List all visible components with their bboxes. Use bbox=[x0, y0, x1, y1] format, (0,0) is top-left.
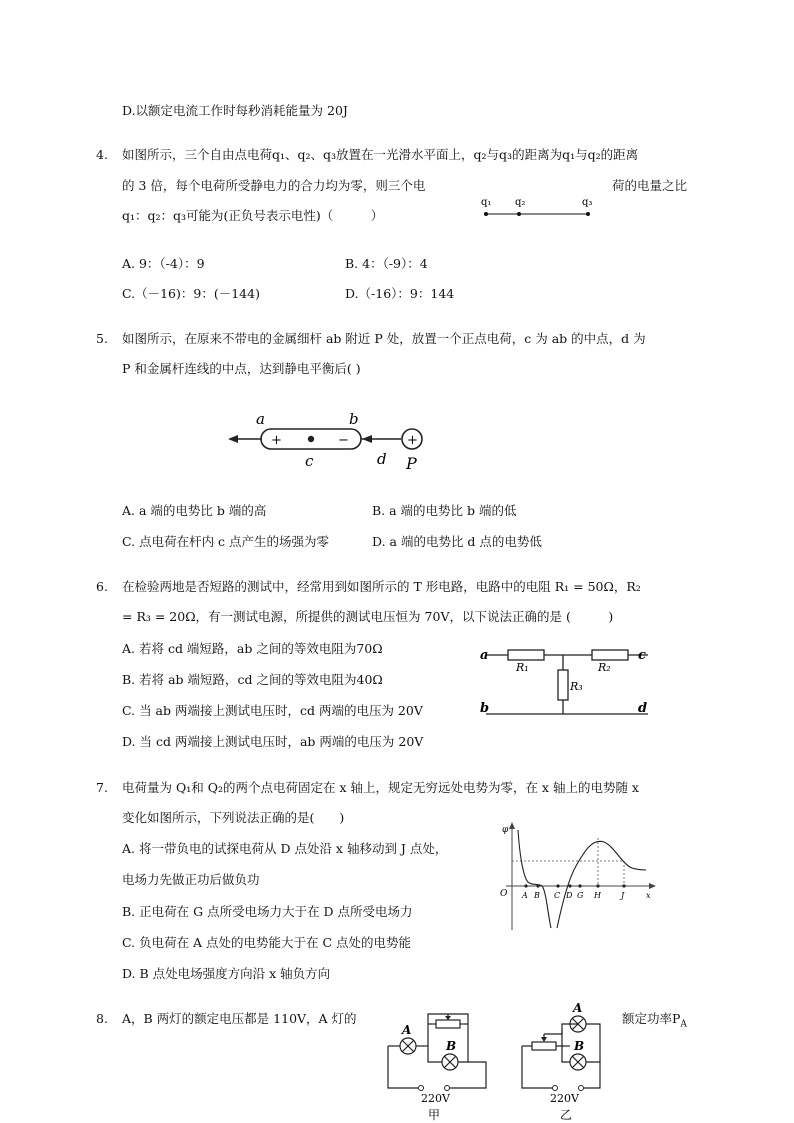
q5-p-plus: + bbox=[407, 433, 418, 448]
q5-label-c: c bbox=[305, 452, 314, 470]
q4-option-a: A. 9：（-4）：9 bbox=[122, 256, 205, 271]
q8-circuit-right bbox=[518, 1001, 628, 1123]
q7-option-a-line1: A. 将一带负电的试探电荷从 D 点处沿 x 轴移动到 J 点处， bbox=[122, 841, 448, 856]
q7-stem-line2: 变化如图所示，下列说法正确的是( ) bbox=[122, 810, 345, 825]
q4-option-c: C.（－16)：9：(－144) bbox=[122, 286, 260, 301]
q6-option-d: D. 当 cd 两端接上测试电压时，ab 两端的电压为 20V bbox=[122, 734, 424, 749]
q6-label-d: d bbox=[638, 701, 648, 716]
q7-potential-graph bbox=[494, 820, 660, 932]
q8-left-caption: 甲 bbox=[428, 1108, 441, 1122]
q7-tick-c: C bbox=[554, 891, 561, 900]
q4-stem-line3: q₁：q₂：q₃可能为(正负号表示电性)（ ） bbox=[122, 208, 384, 223]
q8-left-label-a: A bbox=[402, 1023, 412, 1037]
q7-tick-d: D bbox=[566, 891, 573, 900]
q6-option-a: A. 若将 cd 端短路，ab 之间的等效电阻为70Ω bbox=[122, 641, 383, 656]
q8-stem-line1b bbox=[622, 1010, 687, 1034]
q6-option-c: C. 当 ab 两端接上测试电压时，cd 两端的电压为 20V bbox=[122, 703, 423, 718]
q8-power-label: 额定功率P bbox=[622, 1011, 681, 1026]
q7-option-b: B. 正电荷在 G 点所受电场力大于在 D 点所受电场力 bbox=[122, 904, 413, 919]
q6-label-r2: R₂ bbox=[598, 661, 611, 674]
q7-tick-j: J bbox=[621, 891, 625, 900]
q4-stem-line1: 如图所示，三个自由点电荷q₁、q₂、q₃放置在一光滑水平面上，q₂与q₃的距离为q₁与q₂的距离 bbox=[122, 147, 639, 162]
q7-tick-g: G bbox=[577, 891, 584, 900]
q8-number: 8. bbox=[96, 1011, 108, 1026]
q7-origin-o: O bbox=[500, 889, 508, 899]
q5-stem-line2: P 和金属杆连线的中点，达到静电平衡后( ) bbox=[122, 361, 361, 376]
q5-figure bbox=[226, 408, 436, 473]
q6-label-c: c bbox=[638, 648, 646, 663]
q5-plus-sign: + bbox=[271, 433, 282, 448]
q7-tick-h: H bbox=[594, 891, 601, 900]
q7-tick-b: B bbox=[534, 891, 540, 900]
q4-label-q1: q₁ bbox=[481, 197, 492, 208]
q4-number: 4. bbox=[96, 147, 108, 162]
q6-number: 6. bbox=[96, 579, 108, 594]
q4-option-d: D.（-16）：9：144 bbox=[345, 286, 455, 301]
q6-label-a: a bbox=[480, 648, 489, 663]
q6-label-b: b bbox=[480, 701, 490, 716]
q7-option-a-line2: 电场力先做正功后做负功 bbox=[122, 872, 260, 887]
q4-figure bbox=[478, 192, 598, 222]
q3-option-d: D.以额定电流工作时每秒消耗能量为 20J bbox=[122, 103, 348, 118]
q8-stem-line1a: A，B 两灯的额定电压都是 110V，A 灯的 bbox=[122, 1011, 357, 1026]
q5-option-a: A. a 端的电势比 b 端的高 bbox=[122, 503, 267, 518]
q8-right-label-a: A bbox=[573, 1001, 583, 1015]
q8-circuit-left bbox=[384, 1004, 494, 1123]
q6-label-r1: R₁ bbox=[516, 661, 529, 674]
q8-left-label-b: B bbox=[446, 1039, 457, 1053]
q8-right-label-b: B bbox=[574, 1039, 585, 1053]
q4-label-q3: q₃ bbox=[582, 197, 593, 208]
q6-option-b: B. 若将 ab 端短路，cd 之间的等效电阻为40Ω bbox=[122, 672, 383, 687]
q7-option-c: C. 负电荷在 A 点处的电势能大于在 C 点处的电势能 bbox=[122, 935, 412, 950]
q4-stem-line2a: 的 3 倍，每个电荷所受静电力的合力均为零，则三个电 bbox=[122, 178, 426, 193]
q6-stem-line1: 在检验两地是否短路的测试中，经常用到如图所示的 T 形电路，电路中的电阻 R₁ = 50Ω，R₂ bbox=[122, 579, 641, 594]
q7-tick-a: A bbox=[522, 891, 528, 900]
q5-option-c: C. 点电荷在杆内 c 点产生的场强为零 bbox=[122, 534, 330, 549]
q8-left-voltage: 220V bbox=[421, 1092, 450, 1105]
q4-option-b: B. 4：（-9）：4 bbox=[345, 256, 428, 271]
q6-label-r3: R₃ bbox=[570, 680, 583, 693]
q8-right-voltage: 220V bbox=[550, 1092, 579, 1105]
q7-option-d: D. B 点处电场强度方向沿 x 轴负方向 bbox=[122, 966, 331, 981]
q5-option-b: B. a 端的电势比 b 端的低 bbox=[372, 503, 517, 518]
q7-axis-x: x bbox=[646, 891, 651, 900]
q5-label-b: b bbox=[349, 410, 359, 428]
q7-number: 7. bbox=[96, 780, 108, 795]
q4-stem-line2b: 荷的电量之比 bbox=[612, 178, 688, 193]
q5-minus-sign: − bbox=[338, 433, 349, 448]
q5-stem-line1: 如图所示，在原来不带电的金属细杆 ab 附近 P 处，放置一个正点电荷，c 为 ab 的中点，d 为 bbox=[122, 331, 646, 346]
q5-label-d: d bbox=[377, 450, 387, 468]
q6-stem-line2: = R₃ = 20Ω，有一测试电源，所提供的测试电压恒为 70V，以下说法正确的是 ( ) bbox=[122, 609, 614, 624]
q7-axis-phi: φ bbox=[502, 825, 509, 835]
q5-number: 5. bbox=[96, 331, 108, 346]
q5-label-p: P bbox=[406, 454, 417, 473]
q4-label-q2: q₂ bbox=[515, 197, 526, 208]
q5-label-a: a bbox=[256, 410, 265, 428]
q5-option-d: D. a 端的电势比 d 点的电势低 bbox=[372, 534, 542, 549]
q8-right-caption: 乙 bbox=[560, 1108, 573, 1122]
q8-power-subscript: A bbox=[680, 1019, 687, 1030]
q7-stem-line1: 电荷量为 Q₁和 Q₂的两个点电荷固定在 x 轴上，规定无穷远处电势为零，在 x 轴上的电势随 x bbox=[122, 780, 639, 795]
q6-circuit bbox=[478, 640, 658, 720]
